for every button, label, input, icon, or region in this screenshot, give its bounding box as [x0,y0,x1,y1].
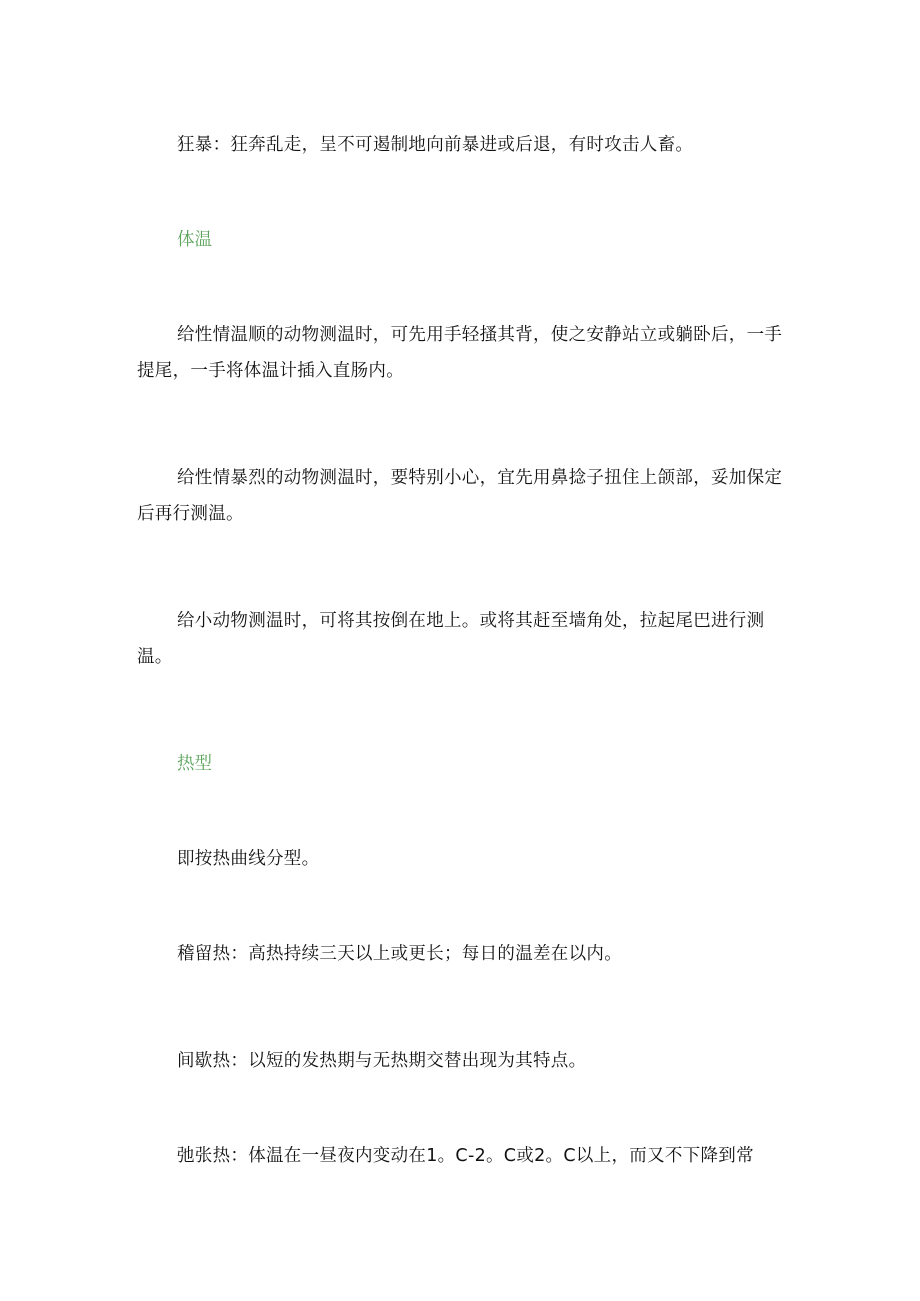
section-heading-rexing: 热型 [177,754,212,774]
paragraph-intermittent-fever: 间歇热：以短的发热期与无热期交替出现为其特点。 [177,1051,587,1071]
paragraph-kuangbao: 狂暴：狂奔乱走，呈不可遏制地向前暴进或后退，有时攻击人畜。 [177,135,694,155]
section-heading-tiwen: 体温 [177,230,212,250]
paragraph-fever-curve: 即按热曲线分型。 [177,849,320,869]
paragraph-continuous-fever: 稽留热：高热持续三天以上或更长；每日的温差在以内。 [177,944,622,964]
paragraph-fierce-animal: 给性情暴烈的动物测温时，要特别小心，宜先用鼻捻子扭住上颌部，妥加保定后再行测温。 [137,468,783,524]
paragraph-remittent-fever: 弛张热：体温在一昼夜内变动在1。C-2。C或2。C以上，而又不下降到常 [177,1146,754,1166]
paragraph-gentle-animal: 给性情温顺的动物测温时，可先用手轻搔其背，使之安静站立或躺卧后，一手提尾，一手将体温计插入直肠内。 [137,325,783,381]
paragraph-small-animal: 给小动物测温时，可将其按倒在地上。或将其赶至墙角处，拉起尾巴进行测温。 [137,611,765,667]
